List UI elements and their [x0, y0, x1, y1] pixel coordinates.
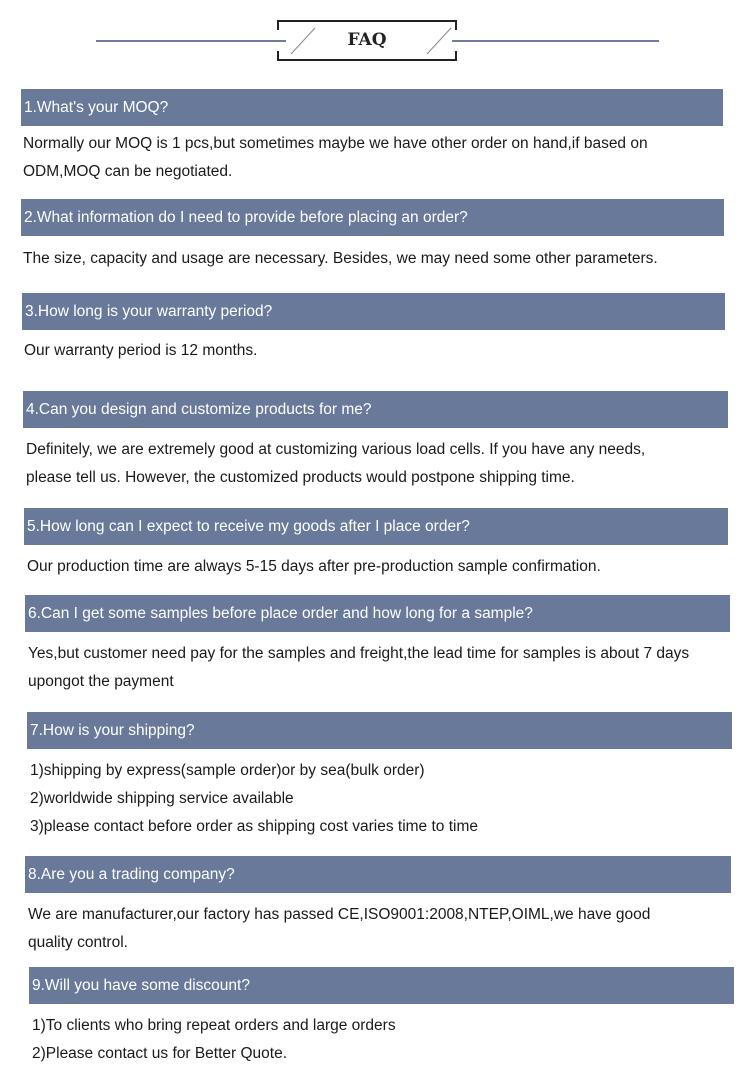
answer-line: 2)Please contact us for Better Quote.: [32, 1045, 288, 1062]
faq-answer-1: [23, 130, 648, 186]
faq-question-8: 8.Are you a trading company?: [25, 856, 731, 893]
header-rule-right: [452, 40, 659, 42]
faq-question-2: 2.What information do I need to provide before placing an order?: [21, 199, 724, 236]
answer-line: 1)shipping by express(sample order)or by sea(bulk order): [30, 762, 425, 779]
page-title: FAQ: [347, 30, 387, 50]
faq-question-3: 3.How long is your warranty period?: [22, 293, 725, 330]
faq-question-6: 6.Can I get some samples before place order and how long for a sample?: [25, 595, 730, 632]
faq-answer-8: [28, 901, 650, 957]
faq-answer-7: [30, 757, 478, 841]
answer-line: please tell us. However, the customized products would postpone shipping time.: [26, 469, 575, 486]
faq-answer-9: [32, 1012, 396, 1068]
faq-question-5: 5.How long can I expect to receive my goods after I place order?: [24, 508, 728, 545]
answer-line: Our production time are always 5-15 days after pre-production sample confirmation.: [27, 558, 601, 575]
answer-line: upongot the payment: [28, 673, 174, 690]
answer-line: We are manufacturer,our factory has passed CE,ISO9001:2008,NTEP,OIML,we have good: [28, 906, 651, 923]
answer-line: ODM,MOQ can be negotiated.: [23, 163, 233, 180]
answer-line: Definitely, we are extremely good at customizing various load cells. If you have any needs,: [26, 441, 646, 458]
faq-answer-4: [26, 436, 645, 492]
faq-question-4: 4.Can you design and customize products for me?: [23, 391, 728, 428]
faq-question-9: 9.Will you have some discount?: [29, 967, 734, 1004]
answer-line: 2)worldwide shipping service available: [30, 790, 294, 807]
answer-line: quality control.: [28, 934, 128, 951]
faq-header: [0, 0, 750, 80]
answer-line: Normally our MOQ is 1 pcs,but sometimes maybe we have other order on hand,if based on: [23, 135, 648, 152]
faq-title-frame: [277, 20, 457, 61]
answer-line: 3)please contact before order as shipping cost varies time to time: [30, 818, 479, 835]
answer-line: The size, capacity and usage are necessary. Besides, we may need some other parameters.: [23, 250, 658, 267]
answer-line: 1)To clients who bring repeat orders and large orders: [32, 1017, 396, 1034]
faq-answer-2: [23, 245, 658, 273]
answer-line: Our warranty period is 12 months.: [24, 342, 258, 359]
header-rule-left: [96, 40, 286, 42]
faq-question-7: 7.How is your shipping?: [27, 712, 732, 749]
faq-answer-5: [27, 553, 601, 581]
faq-answer-6: [28, 640, 689, 696]
faq-question-1: 1.What's your MOQ?: [21, 89, 723, 126]
faq-answer-3: [24, 337, 257, 365]
answer-line: Yes,but customer need pay for the samples and freight,the lead time for samples is about 7 days: [28, 645, 690, 662]
